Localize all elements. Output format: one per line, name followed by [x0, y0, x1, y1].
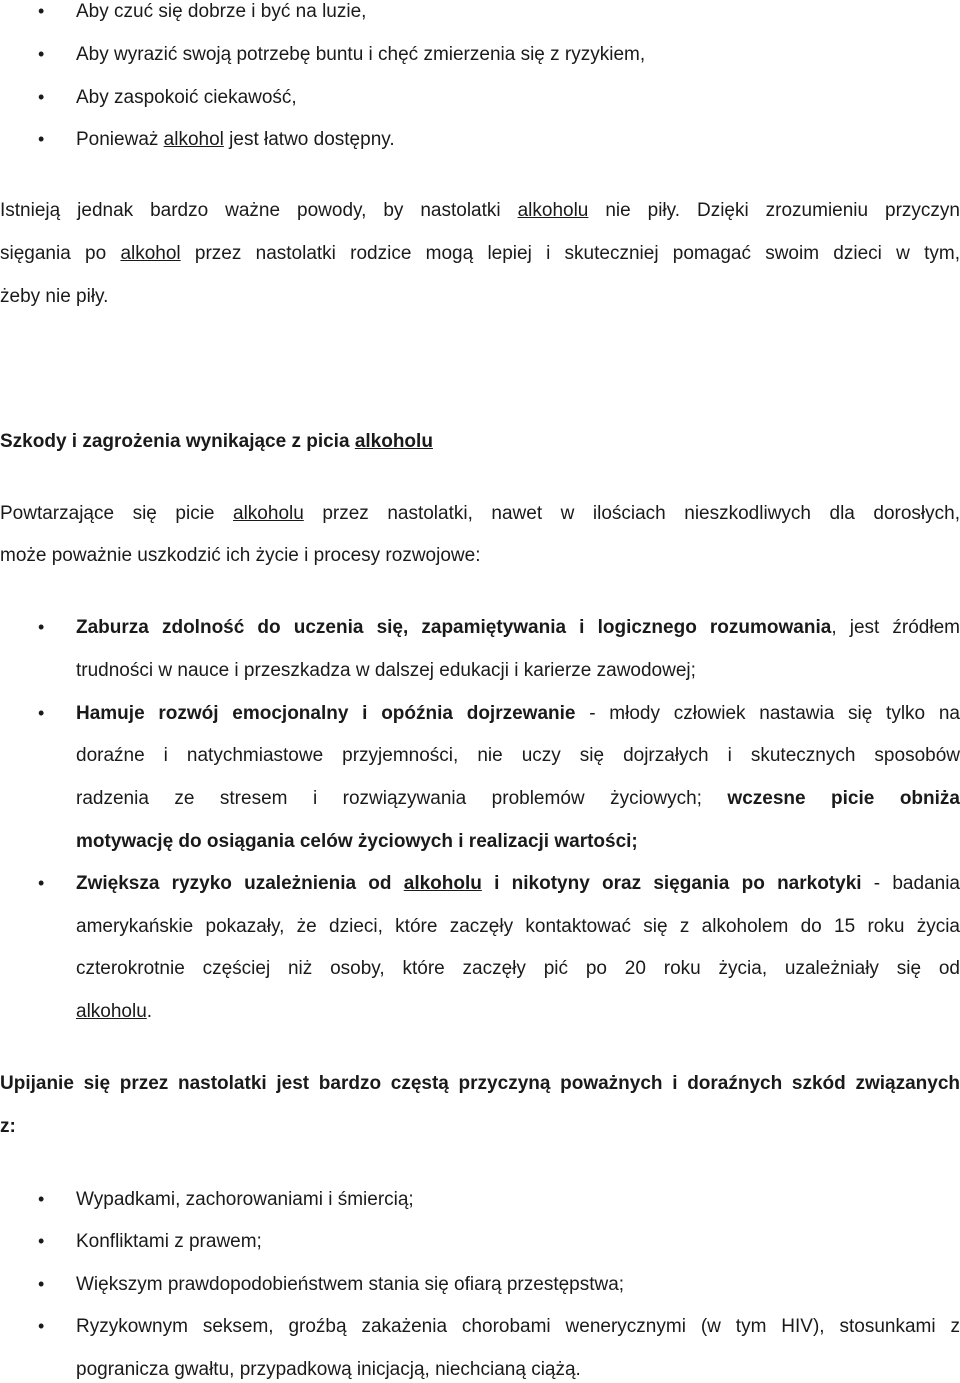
text-run: Zaburza zdolność do uczenia się, zapamiętywania i logicznego rozumowania [76, 617, 832, 638]
heading-line [0, 1114, 16, 1140]
text-run: i nikotyny oraz sięgania po narkotyki [481, 873, 862, 894]
list-item-line [76, 1314, 960, 1340]
list-item-line [76, 956, 960, 982]
link-text: alkoholu [354, 431, 433, 452]
text-run: Aby wyrazić swoją potrzebę buntu i chęć zmierzenia się z ryzykiem, [76, 44, 646, 65]
bullet-marker: • [38, 617, 45, 637]
text-run: Aby czuć się dobrze i być na luzie, [76, 1, 367, 22]
bullet-marker: • [38, 873, 45, 893]
list-item-line [76, 1357, 581, 1383]
paragraph-line [0, 241, 960, 267]
text-run: - młody człowiek nastawia się tylko na [575, 703, 960, 724]
bullet-marker: • [38, 1, 45, 21]
text-run: radzenia ze stresem i rozwiązywania problemów życiowych; [76, 788, 728, 809]
heading-line [0, 1071, 960, 1097]
text-run: Szkody i zagrożenia wynikające z picia [0, 431, 355, 452]
text-run: wczesne picie obniża [727, 788, 960, 809]
text-run: przez nastolatki, nawet w ilościach nieszkodliwych dla dorosłych, [303, 503, 960, 524]
bullet-marker: • [38, 129, 45, 149]
list-item-line [76, 829, 638, 855]
link-text: alkohol [163, 129, 224, 150]
link-text: alkoholu [233, 503, 304, 524]
link-text: alkoholu [76, 1001, 147, 1022]
text-run: trudności w nauce i przeszkadza w dalszej edukacji i karierze zawodowej; [76, 660, 696, 681]
bullet-marker: • [38, 1274, 45, 1294]
text-run: czterokrotnie częściej niż osoby, które zaczęły pić po 20 roku życia, uzależniały się od [76, 958, 960, 979]
text-run: z: [0, 1116, 16, 1137]
text-run: jest łatwo dostępny. [223, 129, 395, 150]
bullet-marker: • [38, 703, 45, 723]
text-run: nie piły. Dzięki zrozumieniu przyczyn [588, 200, 960, 221]
bullet-marker: • [38, 44, 45, 64]
bullet-marker: • [38, 1231, 45, 1251]
text-run: doraźne i natychmiastowe przyjemności, nie uczy się dojrzałych i skutecznych sposobów [76, 745, 960, 766]
list-item [76, 42, 645, 68]
list-item-line [76, 1272, 624, 1298]
text-run: Zwiększa ryzyko uzależnienia od [76, 873, 404, 894]
text-run: amerykańskie pokazały, że dzieci, które zaczęły kontaktować się z alkoholem do 15 roku życia [76, 916, 960, 937]
text-run: przez nastolatki rodzice mogą lepiej i skuteczniej pomagać swoim dzieci w tym, [180, 243, 960, 264]
link-text: alkoholu [517, 200, 589, 221]
text-run: motywację do osiągania celów życiowych i realizacji wartości; [76, 831, 638, 852]
list-item-line [76, 786, 960, 812]
text-run: Powtarzające się picie [0, 503, 234, 524]
text-run: Konfliktami z prawem; [76, 1231, 262, 1252]
text-run: , jest źródłem [831, 617, 960, 638]
list-item-line [76, 1229, 262, 1255]
list-item-line [76, 658, 696, 684]
link-text: alkoholu [403, 873, 482, 894]
list-item-line [76, 701, 960, 727]
text-run: może poważnie uszkodzić ich życie i procesy rozwojowe: [0, 545, 481, 566]
text-run: . [146, 1001, 153, 1022]
paragraph-line [0, 198, 960, 224]
text-run: Istnieją jednak bardzo ważne powody, by nastolatki [0, 200, 518, 221]
list-item-line [76, 914, 960, 940]
list-item-line [76, 871, 960, 897]
list-item-line [76, 999, 152, 1025]
list-item-line [76, 743, 960, 769]
text-run: Ryzykownym seksem, groźbą zakażenia chorobami wenerycznymi (w tym HIV), stosunkami z [76, 1316, 960, 1337]
paragraph-line [0, 543, 480, 569]
link-text: alkohol [120, 243, 181, 264]
text-run: - badania [861, 873, 960, 894]
text-run: pogranicza gwałtu, przypadkową inicjacją, niechcianą ciążą. [76, 1359, 581, 1380]
text-run: Hamuje rozwój emocjonalny i opóźnia dojrzewanie [76, 703, 576, 724]
text-run: sięgania po [0, 243, 121, 264]
list-item [76, 127, 395, 153]
text-run: Większym prawdopodobieństwem stania się ofiarą przestępstwa; [76, 1274, 625, 1295]
bullet-marker: • [38, 87, 45, 107]
list-item [76, 85, 297, 111]
section-heading-damages [0, 429, 433, 455]
text-run: Upijanie się przez nastolatki jest bardzo częstą przyczyną poważnych i doraźnych szkód związanych [0, 1073, 960, 1094]
list-item-line [76, 1187, 414, 1213]
text-run: Aby zaspokoić ciekawość, [76, 87, 297, 108]
paragraph-line [0, 284, 108, 310]
bullet-marker: • [38, 1316, 45, 1336]
paragraph-line [0, 501, 960, 527]
list-item-line [76, 615, 960, 641]
list-item [76, 0, 366, 25]
text-run: Wypadkami, zachorowaniami i śmiercią; [76, 1189, 414, 1210]
text-run: żeby nie piły. [0, 286, 109, 307]
text-run: Ponieważ [76, 129, 164, 150]
bullet-marker: • [38, 1189, 45, 1209]
